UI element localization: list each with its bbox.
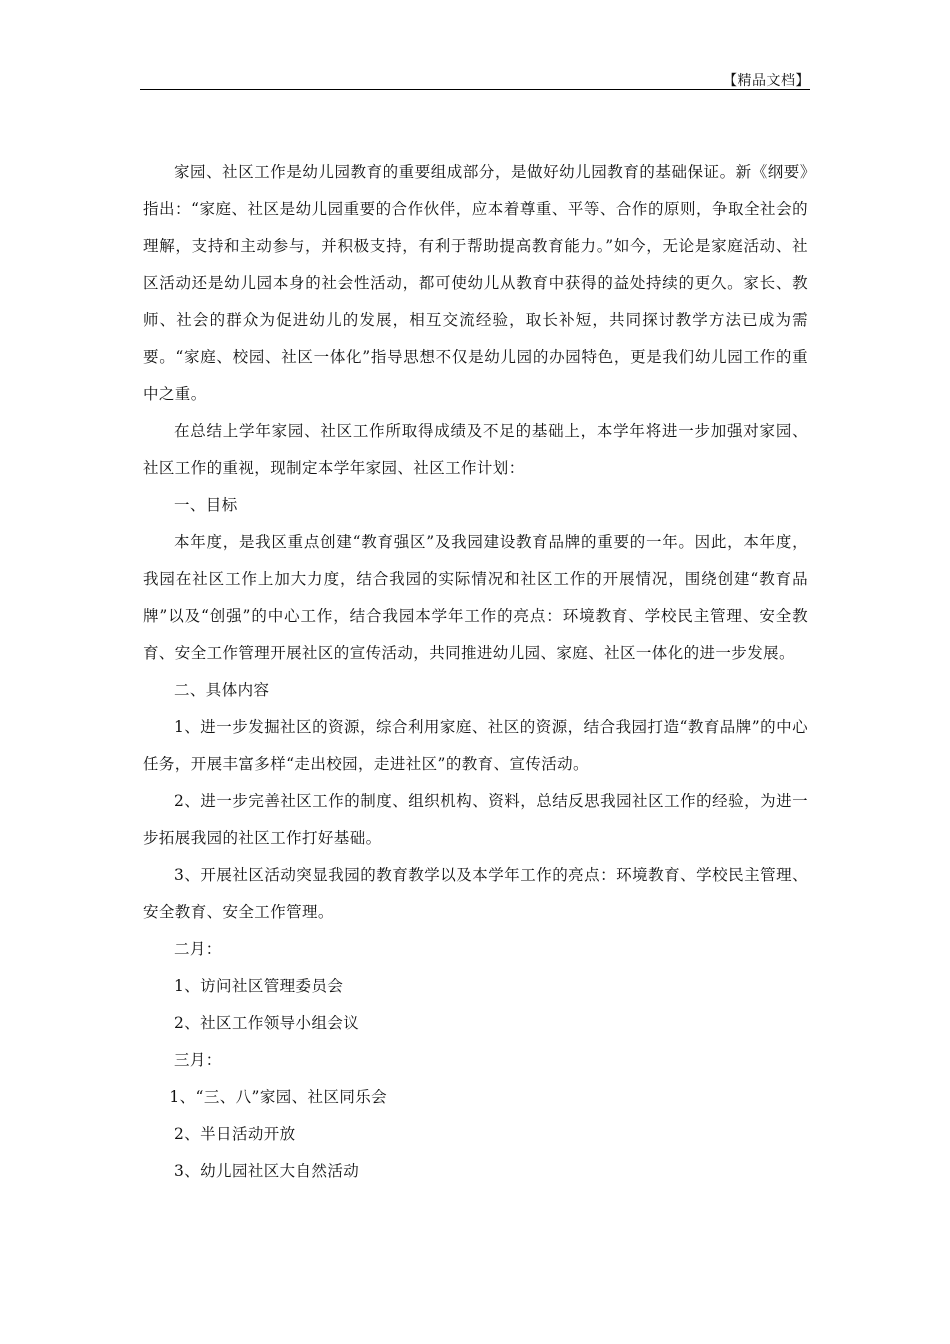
month-heading-february: 二月： — [174, 940, 222, 958]
month-heading-march: 三月： — [174, 1051, 222, 1069]
section-heading-content: 二、具体内容 — [174, 681, 270, 699]
february-item-1: 1、访问社区管理委员会 — [174, 977, 344, 995]
content-item-2: 2、进一步完善社区工作的制度、组织机构、资料，总结反思我园社区工作的经验，为进一步拓展我园的社区工作打好基础。 — [143, 792, 808, 847]
plan-paragraph: 在总结上学年家园、社区工作所取得成绩及不足的基础上，本学年将进一步加强对家园、社区工作的重视，现制定本学年家园、社区工作计划： — [143, 422, 808, 477]
goals-paragraph: 本年度，是我区重点创建“教育强区”及我园建设教育品牌的重要的一年。因此，本年度，我园在社区工作上加大力度，结合我园的实际情况和社区工作的开展情况，围绕创建“教育品牌”以及“创强”的中心工作，结合我园本学年工作的亮点：环境教育、学校民主管理、安全教育、安全工作管理开展社区的宣传活动，共同推进幼儿园、家庭、社区一体化的进一步发展。 — [143, 533, 808, 662]
section-heading-goals: 一、目标 — [174, 496, 238, 514]
page-header — [140, 72, 810, 90]
march-item-1: 1、“三、八”家园、社区同乐会 — [169, 1088, 388, 1106]
content-item-1: 1、进一步发掘社区的资源，综合利用家庭、社区的资源，结合我园打造“教育品牌”的中心任务，开展丰富多样“走出校园，走进社区”的教育、宣传活动。 — [143, 718, 808, 773]
document-tag: 【精品文档】 — [723, 73, 810, 89]
intro-paragraph: 家园、社区工作是幼儿园教育的重要组成部分，是做好幼儿园教育的基础保证。新《纲要》指出：“家庭、社区是幼儿园重要的合作伙伴，应本着尊重、平等、合作的原则，争取全社会的理解，支持和主动参与，并积极支持，有利于帮助提高教育能力。”如今，无论是家庭活动、社区活动还是幼儿园本身的社会性活动，都可使幼儿从教育中获得的益处持续的更久。家长、教师、社会的群众为促进幼儿的发展，相互交流经验，取长补短，共同探讨教学方法已成为需要。“家庭、校园、社区一体化”指导思想不仅是幼儿园的办园特色，更是我们幼儿园工作的重中之重。 — [143, 163, 808, 403]
document-body — [143, 154, 808, 1190]
march-item-3: 3、幼儿园社区大自然活动 — [174, 1162, 360, 1180]
february-item-2: 2、社区工作领导小组会议 — [174, 1014, 360, 1032]
header-divider — [140, 89, 810, 90]
content-item-3: 3、开展社区活动突显我园的教育教学以及本学年工作的亮点：环境教育、学校民主管理、安全教育、安全工作管理。 — [143, 866, 808, 921]
march-item-2: 2、半日活动开放 — [174, 1125, 296, 1143]
